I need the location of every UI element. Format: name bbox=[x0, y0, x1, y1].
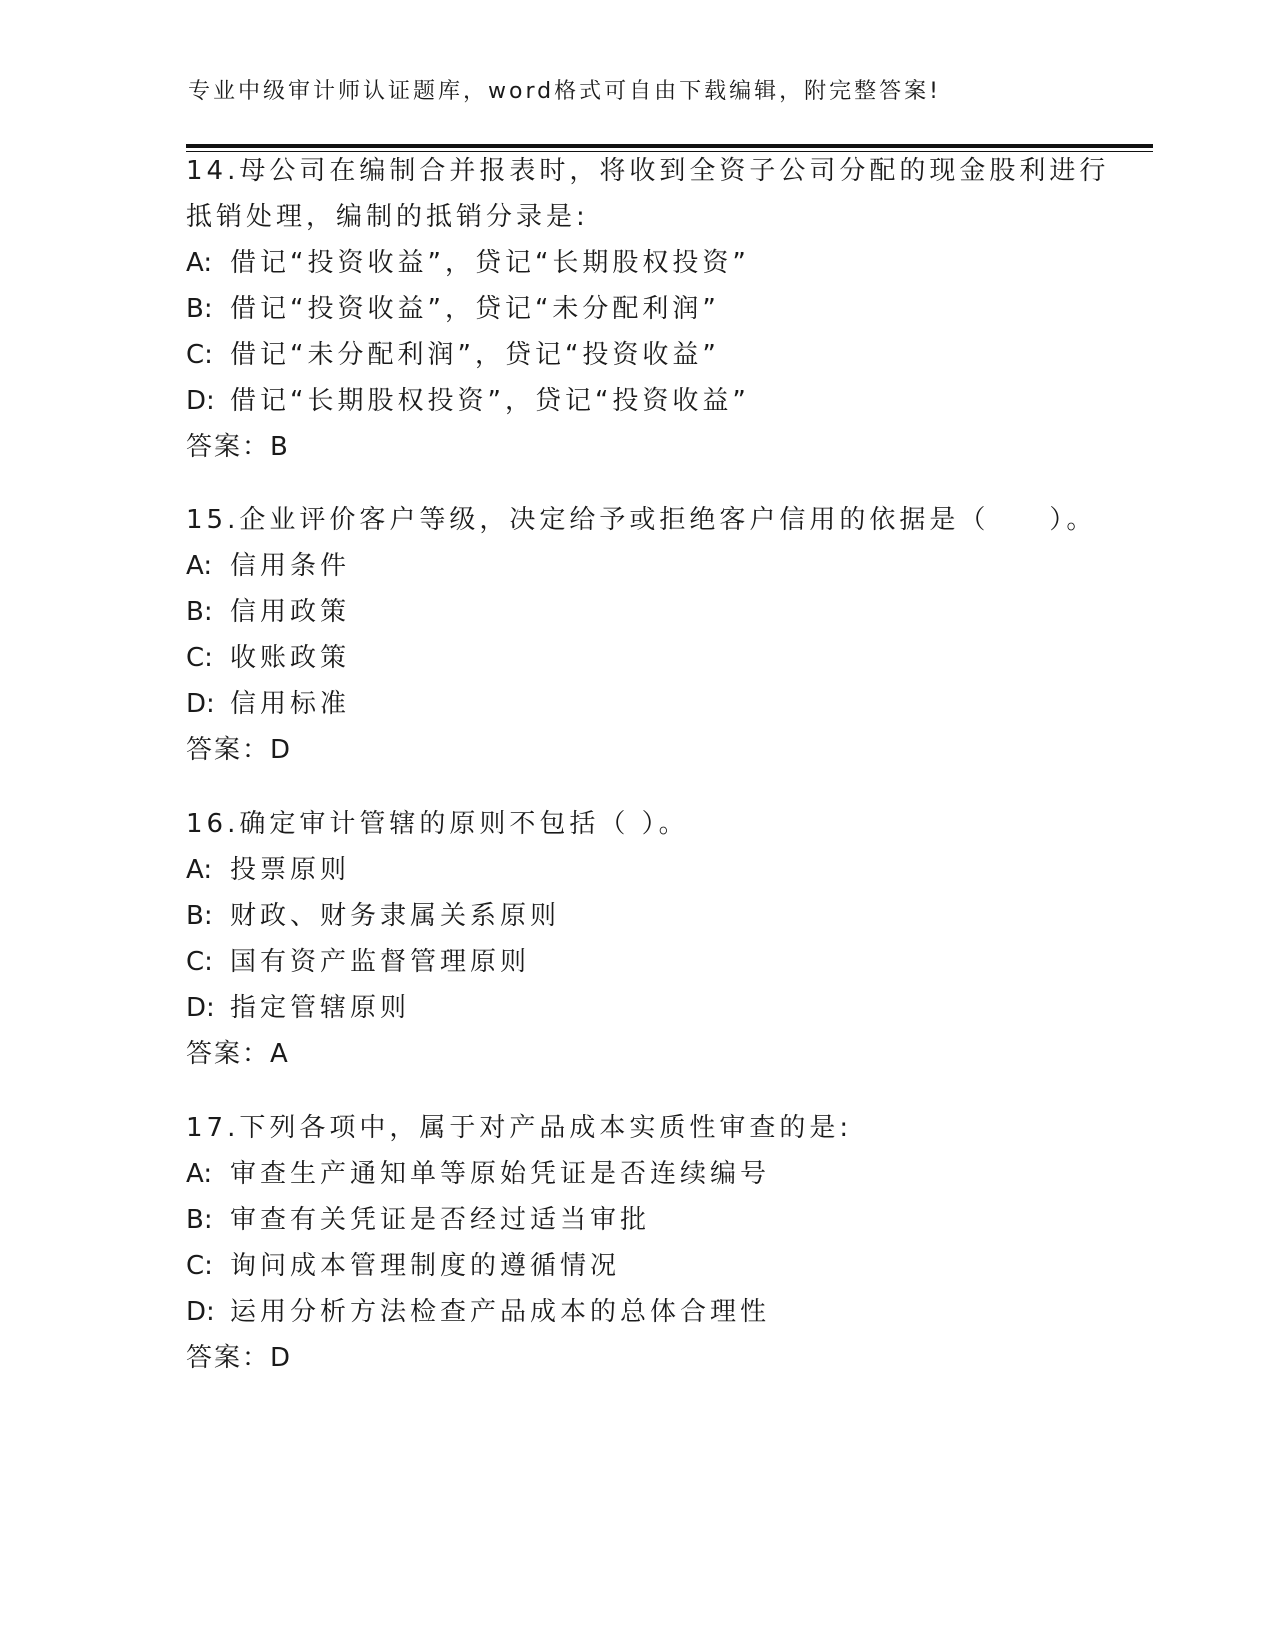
option-key: D: bbox=[186, 1297, 215, 1327]
option-key: A: bbox=[186, 551, 213, 581]
question-stem: 抵销处理，编制的抵销分录是: bbox=[186, 202, 589, 232]
option-key: C: bbox=[186, 340, 213, 370]
option-text: 国有资产监督管理原则 bbox=[230, 947, 531, 977]
option-b bbox=[186, 589, 1146, 635]
option-d bbox=[186, 985, 1146, 1031]
option-c bbox=[186, 939, 1146, 985]
option-key: B: bbox=[186, 901, 213, 931]
page-header: 专业中级审计师认证题库，word格式可自由下载编辑，附完整答案! bbox=[188, 79, 941, 104]
question-15 bbox=[186, 497, 1146, 773]
option-text: 借记“投资收益”，贷记“未分配利润” bbox=[230, 294, 720, 324]
question-stem: 16.确定审计管辖的原则不包括（ ）。 bbox=[186, 809, 689, 839]
question-stem: 15.企业评价客户等级，决定给予或拒绝客户信用的依据是（ ）。 bbox=[186, 505, 1097, 535]
option-key: B: bbox=[186, 597, 213, 627]
option-key: A: bbox=[186, 855, 213, 885]
option-key: D: bbox=[186, 689, 215, 719]
question-16 bbox=[186, 801, 1146, 1077]
option-a bbox=[186, 1151, 1146, 1197]
answer-value: D bbox=[270, 735, 292, 765]
answer-value: A bbox=[270, 1039, 289, 1069]
option-text: 审查有关凭证是否经过适当审批 bbox=[230, 1205, 651, 1235]
answer-line bbox=[186, 1335, 1146, 1381]
option-key: B: bbox=[186, 294, 213, 324]
option-key: D: bbox=[186, 993, 215, 1023]
option-text: 信用条件 bbox=[230, 551, 351, 581]
option-a bbox=[186, 543, 1146, 589]
question-17 bbox=[186, 1105, 1146, 1381]
option-c bbox=[186, 1243, 1146, 1289]
option-text: 借记“投资收益”，贷记“长期股权投资” bbox=[230, 248, 750, 278]
option-text: 信用标准 bbox=[230, 689, 351, 719]
option-b bbox=[186, 893, 1146, 939]
option-text: 借记“未分配利润”，贷记“投资收益” bbox=[230, 340, 720, 370]
option-d bbox=[186, 1289, 1146, 1335]
option-text: 投票原则 bbox=[230, 855, 351, 885]
answer-value: D bbox=[270, 1343, 292, 1373]
option-d bbox=[186, 681, 1146, 727]
option-key: A: bbox=[186, 248, 213, 278]
option-a bbox=[186, 847, 1146, 893]
answer-line bbox=[186, 1031, 1146, 1077]
answer-label: 答案： bbox=[186, 432, 271, 462]
option-text: 指定管辖原则 bbox=[230, 993, 411, 1023]
option-text: 运用分析方法检查产品成本的总体合理性 bbox=[230, 1297, 771, 1327]
option-text: 收账政策 bbox=[230, 643, 351, 673]
option-key: B: bbox=[186, 1205, 213, 1235]
question-stem: 14.母公司在编制合并报表时，将收到全资子公司分配的现金股利进行 bbox=[186, 156, 1110, 186]
option-b bbox=[186, 286, 1146, 332]
option-key: C: bbox=[186, 643, 213, 673]
option-text: 信用政策 bbox=[230, 597, 351, 627]
answer-line bbox=[186, 727, 1146, 773]
option-key: A: bbox=[186, 1159, 213, 1189]
option-b bbox=[186, 1197, 1146, 1243]
option-text: 审查生产通知单等原始凭证是否连续编号 bbox=[230, 1159, 771, 1189]
answer-label: 答案： bbox=[186, 1039, 271, 1069]
option-text: 询问成本管理制度的遵循情况 bbox=[230, 1251, 621, 1281]
option-a bbox=[186, 240, 1146, 286]
question-stem: 17.下列各项中，属于对产品成本实质性审查的是: bbox=[186, 1113, 853, 1143]
option-key: C: bbox=[186, 1251, 213, 1281]
answer-label: 答案： bbox=[186, 735, 271, 765]
answer-label: 答案： bbox=[186, 1343, 271, 1373]
question-14 bbox=[186, 148, 1146, 470]
answer-line bbox=[186, 424, 1146, 470]
answer-value: B bbox=[270, 432, 289, 462]
option-key: D: bbox=[186, 386, 215, 416]
option-d bbox=[186, 378, 1146, 424]
option-c bbox=[186, 635, 1146, 681]
option-text: 借记“长期股权投资”，贷记“投资收益” bbox=[230, 386, 750, 416]
option-text: 财政、财务隶属关系原则 bbox=[230, 901, 561, 931]
option-key: C: bbox=[186, 947, 213, 977]
option-c bbox=[186, 332, 1146, 378]
